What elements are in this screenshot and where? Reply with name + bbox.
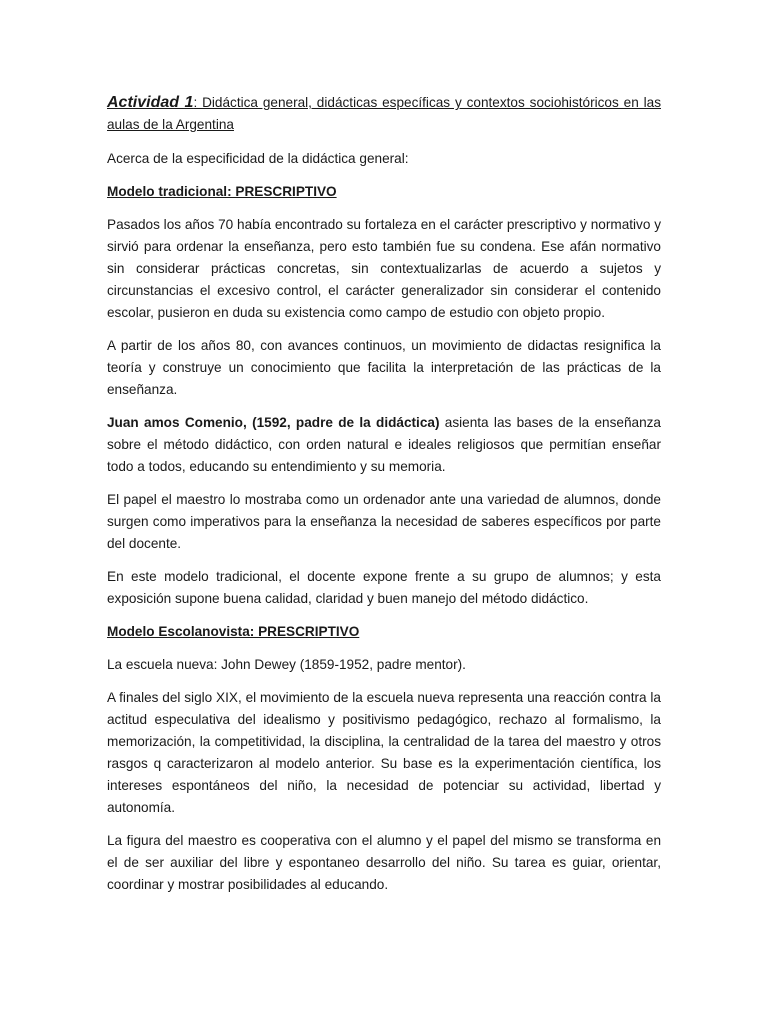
- paragraph-escolanovista-3: La figura del maestro es cooperativa con el alumno y el papel del mismo se transforma en el de ser auxiliar del libre y espontaneo desarrollo del niño. Su tarea es guiar, orientar, coordinar y mostrar posibilidades al educando.: [107, 833, 661, 892]
- paragraph-tradicional-5: En este modelo tradicional, el docente expone frente a su grupo de alumnos; y esta exposición supone buena calidad, claridad y buen manejo del método didáctico.: [107, 569, 661, 606]
- comenio-bold-text: Juan amos Comenio, (1592, padre de la didáctica): [107, 415, 440, 430]
- paragraph-escolanovista-1: La escuela nueva: John Dewey (1859-1952, padre mentor).: [107, 657, 466, 672]
- document-title: [107, 92, 661, 136]
- paragraph-tradicional-2: A partir de los años 80, con avances continuos, un movimiento de didactas resignifica la teoría y construye un conocimiento que facilita la interpretación de las prácticas de la enseñanza.: [107, 338, 661, 397]
- paragraph-escolanovista-2: A finales del siglo XIX, el movimiento de la escuela nueva representa una reacción contra la actitud especulativa del idealismo y positivismo pedagógico, rechazo al formalismo, la memorización, la competitividad, la disciplina, la centralidad de la tarea del maestro y otros rasgos q caracterizaron al modelo anterior. Su base es la experimentación científica, los intereses espontáneos del niño, la necesidad de potenciar su actividad, libertad y autonomía.: [107, 690, 661, 815]
- intro-paragraph: Acerca de la especificidad de la didáctica general:: [107, 151, 409, 166]
- paragraph-tradicional-1: Pasados los años 70 había encontrado su fortaleza en el carácter prescriptivo y normativo y sirvió para ordenar la enseñanza, pero esto también fue su condena. Ese afán normativo sin considerar prácticas concretas, sin contextualizarlas de acuerdo a sujetos y circunstancias el excesivo control, el carácter generalizador sin considerar el contenido escolar, pusieron en duda su existencia como campo de estudio con objeto propio.: [107, 217, 661, 320]
- paragraph-tradicional-4: El papel el maestro lo mostraba como un ordenador ante una variedad de alumnos, donde surgen como imperativos para la enseñanza la necesidad de saberes específicos por parte del docente.: [107, 492, 661, 551]
- title-activity-label: Actividad 1: [107, 94, 194, 111]
- document-page: [107, 92, 661, 907]
- title-text: : Didáctica general, didácticas específicas y contextos sociohistóricos en las aulas de la Argentina: [107, 95, 661, 132]
- paragraph-tradicional-3: [107, 412, 661, 478]
- section-heading-tradicional: Modelo tradicional: PRESCRIPTIVO: [107, 184, 337, 199]
- section-heading-escolanovista: Modelo Escolanovista: PRESCRIPTIVO: [107, 624, 360, 639]
- comenio-rest-text: asienta las bases de la enseñanza sobre el método didáctico, con orden natural e ideales religiosos que permitían enseñar todo a todos, educando su entendimiento y su memoria.: [107, 415, 661, 474]
